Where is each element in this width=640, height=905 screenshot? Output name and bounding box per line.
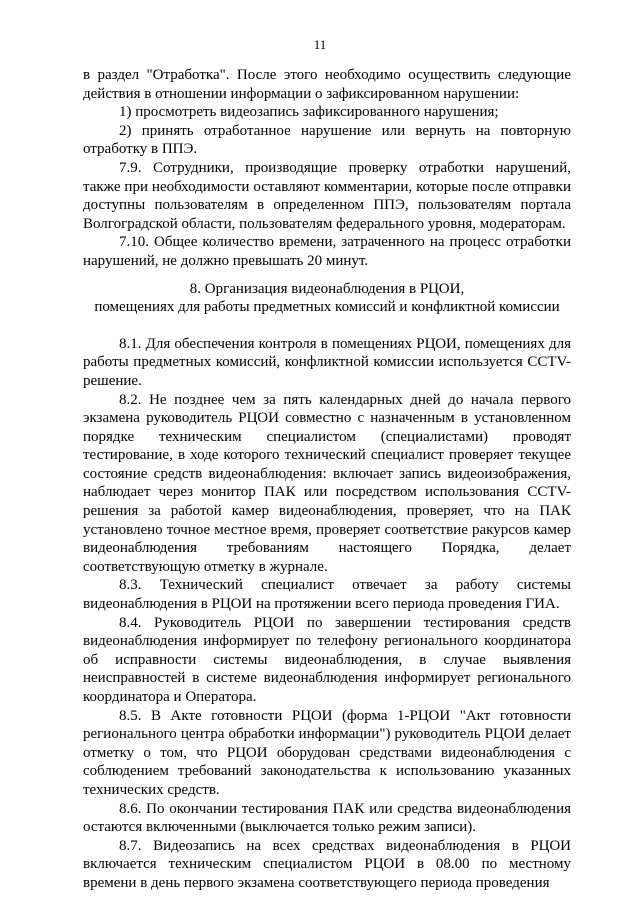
paragraph-8-7: 8.7. Видеозапись на всех средствах видеонаблюдения в РЦОИ включается техническим специалистом РЦОИ в 08.00 по местному времени в день первого экзамена соответствующего периода проведения	[83, 837, 571, 891]
document-body	[83, 66, 571, 893]
paragraph-7-10: 7.10. Общее количество времени, затраченного на процесс отработки нарушений, не должно превышать 20 минут.	[83, 234, 571, 269]
paragraph-8-5: 8.5. В Акте готовности РЦОИ (форма 1-РЦОИ "Акт готовности регионального центра обработки информации") руководитель РЦОИ делает отметку о том, что РЦОИ оборудован средствами видеонаблюдения с соблюдением требований законодательства к использованию указанных технических средств.	[83, 707, 571, 798]
list-item-2: 2) принять отработанное нарушение или вернуть на повторную отработку в ППЭ.	[83, 122, 571, 158]
paragraph-8-1: 8.1. Для обеспечения контроля в помещениях РЦОИ, помещениях для работы предметных комиссий, конфликтной комиссии используется CCTV-решение.	[83, 335, 571, 389]
paragraph-8-3: 8.3. Технический специалист отвечает за работу системы видеонаблюдения в РЦОИ на протяжении всего периода проведения ГИА.	[83, 577, 571, 613]
page-number: 11	[313, 37, 327, 52]
paragraph-7-9: 7.9. Сотрудники, производящие проверку отработки нарушений, также при необходимости оставляют комментарии, которые после отправки доступны пользователям в определенном ППЭ, пользователям портала Волгоградской области, пользователям федерального уровня, модераторам.	[83, 159, 571, 232]
paragraph-continuation: в раздел "Отработка". После этого необходимо осуществить следующие действия в отношении информации о зафиксированном нарушении:	[83, 67, 571, 102]
section-heading-line-1: 8. Организация видеонаблюдения в РЦОИ,	[189, 280, 465, 297]
paragraph-8-6: 8.6. По окончании тестирования ПАК или средства видеонаблюдения остаются включенными (выключается только режим записи).	[83, 800, 571, 836]
section-heading-line-2: помещениях для работы предметных комиссий и конфликтной комиссии	[94, 299, 560, 316]
list-item-1: 1) просмотреть видеозапись зафиксированного нарушения;	[119, 104, 499, 121]
paragraph-8-4: 8.4. Руководитель РЦОИ по завершении тестирования средств видеонаблюдения информирует по телефону регионального координатора об исправности системы видеонаблюдения, в случае выявления неисправностей в системе видеонаблюдения информирует регионального координатора и Оператора.	[83, 614, 571, 705]
paragraph-8-2: 8.2. Не позднее чем за пять календарных дней до начала первого экзамена руководитель РЦОИ совместно с назначенным в установленном порядке техническим специалистом (специалистами) проводят тестирование, в ходе которого технический специалист проверяет текущее состояние средств видеонаблюдения: включает запись видеоизображения, наблюдает через монитор ПАК или посредством использования CCTV-решения за работой камер видеонаблюдения, проверяет, что на ПАК установлено точное местное время, проверяет соответствие ракурсов камер видеонаблюдения требованиям настоящего Порядка, делает соответствующую отметку в журнале.	[83, 391, 571, 575]
section-heading	[83, 280, 571, 317]
